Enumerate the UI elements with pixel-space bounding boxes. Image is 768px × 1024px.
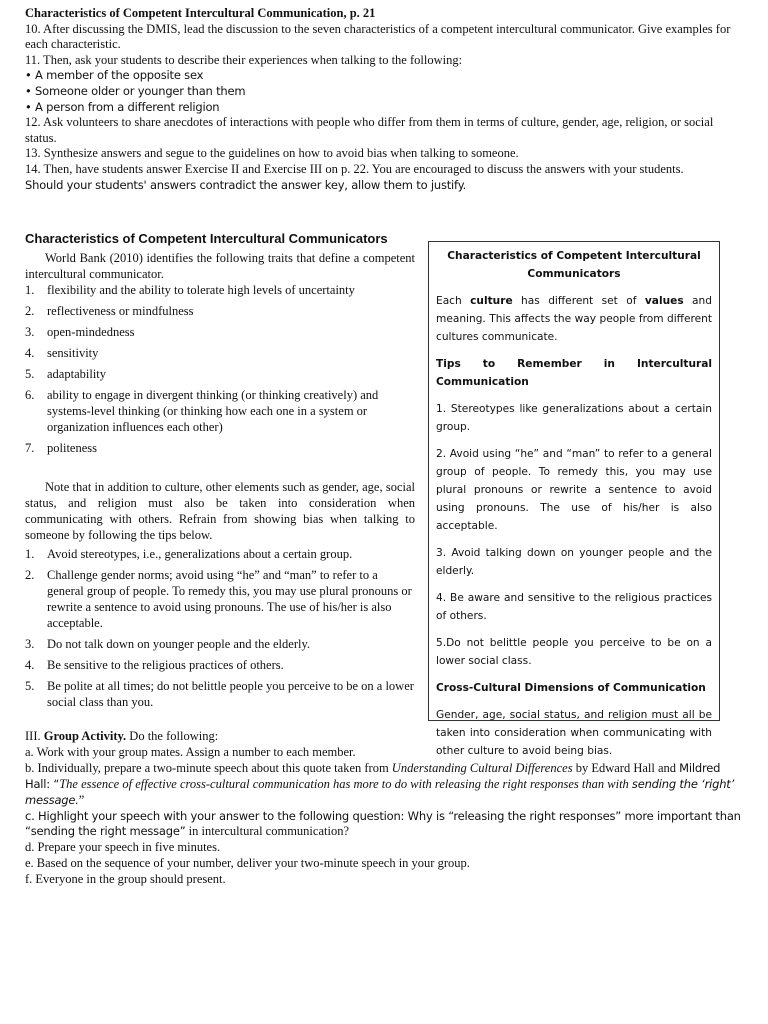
box-tip: 3. Avoid talking down on younger people and the elderly. (436, 547, 712, 577)
step-10: 10. After discussing the DMIS, lead the discussion to the seven characteristics of a competent intercultural communicator. Give examples for each characteristic. (25, 21, 731, 52)
activity-step-b: b. Individually, prepare a two-minute speech about this quote taken from Understanding Cultural Differences by Edward Hall and Mildred Hall: “The essence of effective cross-cultural communication has more to do with releasing the right responses than with sending the ‘right’ message.” (25, 760, 735, 807)
step-12: 12. Ask volunteers to share anecdotes of interactions with people who differ from them in terms of culture, gender, age, religion, or social status. (25, 115, 714, 145)
step-11: 11. Then, ask your students to describe their experiences when talking to the following: (25, 52, 463, 67)
box-dims-heading: Cross-Cultural Dimensions of Communication (436, 682, 706, 694)
box-title: Characteristics of Competent Intercultural Communicators (447, 250, 701, 280)
section-title: Characteristics of Competent Intercultural Communication, p. 21 (25, 6, 376, 20)
activity-heading: III. Group Activity. Do the following: (25, 729, 219, 743)
box-dims-text: Gender, age, social status, and religion must all be taken into consideration when communicating with other culture to avoid being bias. (436, 709, 712, 757)
summary-box (428, 241, 720, 757)
activity-step-f: f. Everyone in the group should present. (25, 872, 226, 887)
bullet-older-younger: • Someone older or younger than them (25, 83, 246, 98)
list-item: 7. politeness (25, 441, 97, 456)
bias-note: Note that in addition to culture, other elements such as gender, age, social status, and religion must also be taken into consideration when communicating with others. Refrain from showing bias when talking to someone by following the tips below. (25, 480, 415, 542)
box-tip: 1. Stereotypes like generalizations about a certain group. (436, 403, 712, 433)
activity-step-e: e. Based on the sequence of your number, deliver your two-minute speech in your group. (25, 856, 470, 871)
list-item: 1. Avoid stereotypes, i.e., generalizations about a certain group. (25, 546, 353, 561)
traits-intro: World Bank (2010) identifies the following traits that define a competent intercultural communicator. (25, 250, 415, 281)
activity-step-a: a. Work with your group mates. Assign a number to each member. (25, 744, 356, 759)
box-tip: 4. Be aware and sensitive to the religious practices of others. (436, 592, 712, 622)
list-item: 2. Challenge gender norms; avoid using “he” and “man” to refer to a general group of people. To remedy this, you may use plural pronouns or rewrite a sentence to avoid using pronouns. The use of his/her is also acceptable. (25, 567, 412, 630)
traits-list (25, 283, 415, 457)
list-item: 6. ability to engage in divergent thinking (or thinking creatively) and systems-level thinking (or thinking how each one in a system or organization influences each other) (25, 388, 379, 434)
list-item: 3. open-mindedness (25, 324, 135, 339)
box-tip: 2. Avoid using “he” and “man” to refer to a general group of people. To remedy this, you may use plural pronouns or rewrite a sentence to avoid using pronouns. The use of his/her is also acceptable. (436, 448, 712, 532)
box-culture-text: Each culture has different set of values and meaning. This affects the way people from different cultures communicate. (436, 295, 712, 343)
list-item: 5. Be polite at all times; do not belittle people you perceive to be on a lower social class than you. (25, 678, 414, 709)
box-tips-heading: Tips to Remember in Intercultural Communication (436, 358, 712, 388)
activity-step-c: c. Highlight your speech with your answer to the following question: Why is “releasing the right responses” more important than “sending the right message” in intercultural communication? (25, 808, 741, 839)
bullet-different-religion: • A person from a different religion (25, 99, 220, 114)
traits-column (25, 231, 415, 716)
group-activity (25, 729, 745, 888)
bullet-opposite-sex: • A member of the opposite sex (25, 68, 204, 83)
traits-heading: Characteristics of Competent Intercultural Communicators (25, 231, 388, 246)
box-tip: 5.Do not belittle people you perceive to be on a lower social class. (436, 637, 712, 667)
activity-step-d: d. Prepare your speech in five minutes. (25, 840, 221, 855)
list-item: 1. flexibility and the ability to tolerate high levels of uncertainty (25, 282, 355, 297)
list-item: 4. Be sensitive to the religious practices of others. (25, 657, 284, 672)
lesson-steps (25, 6, 745, 193)
tips-list (25, 547, 415, 711)
list-item: 3. Do not talk down on younger people and the elderly. (25, 636, 311, 651)
list-item: 2. reflectiveness or mindfulness (25, 303, 194, 318)
list-item: 4. sensitivity (25, 346, 99, 360)
list-item: 5. adaptability (25, 367, 107, 382)
step-14-note: Should your students' answers contradict the answer key, allow them to justify. (25, 177, 467, 192)
step-14: 14. Then, have students answer Exercise II and Exercise III on p. 22. You are encouraged to discuss the answers with your students. (25, 161, 684, 176)
step-13: 13. Synthesize answers and segue to the guidelines on how to avoid bias when talking to someone. (25, 146, 519, 161)
